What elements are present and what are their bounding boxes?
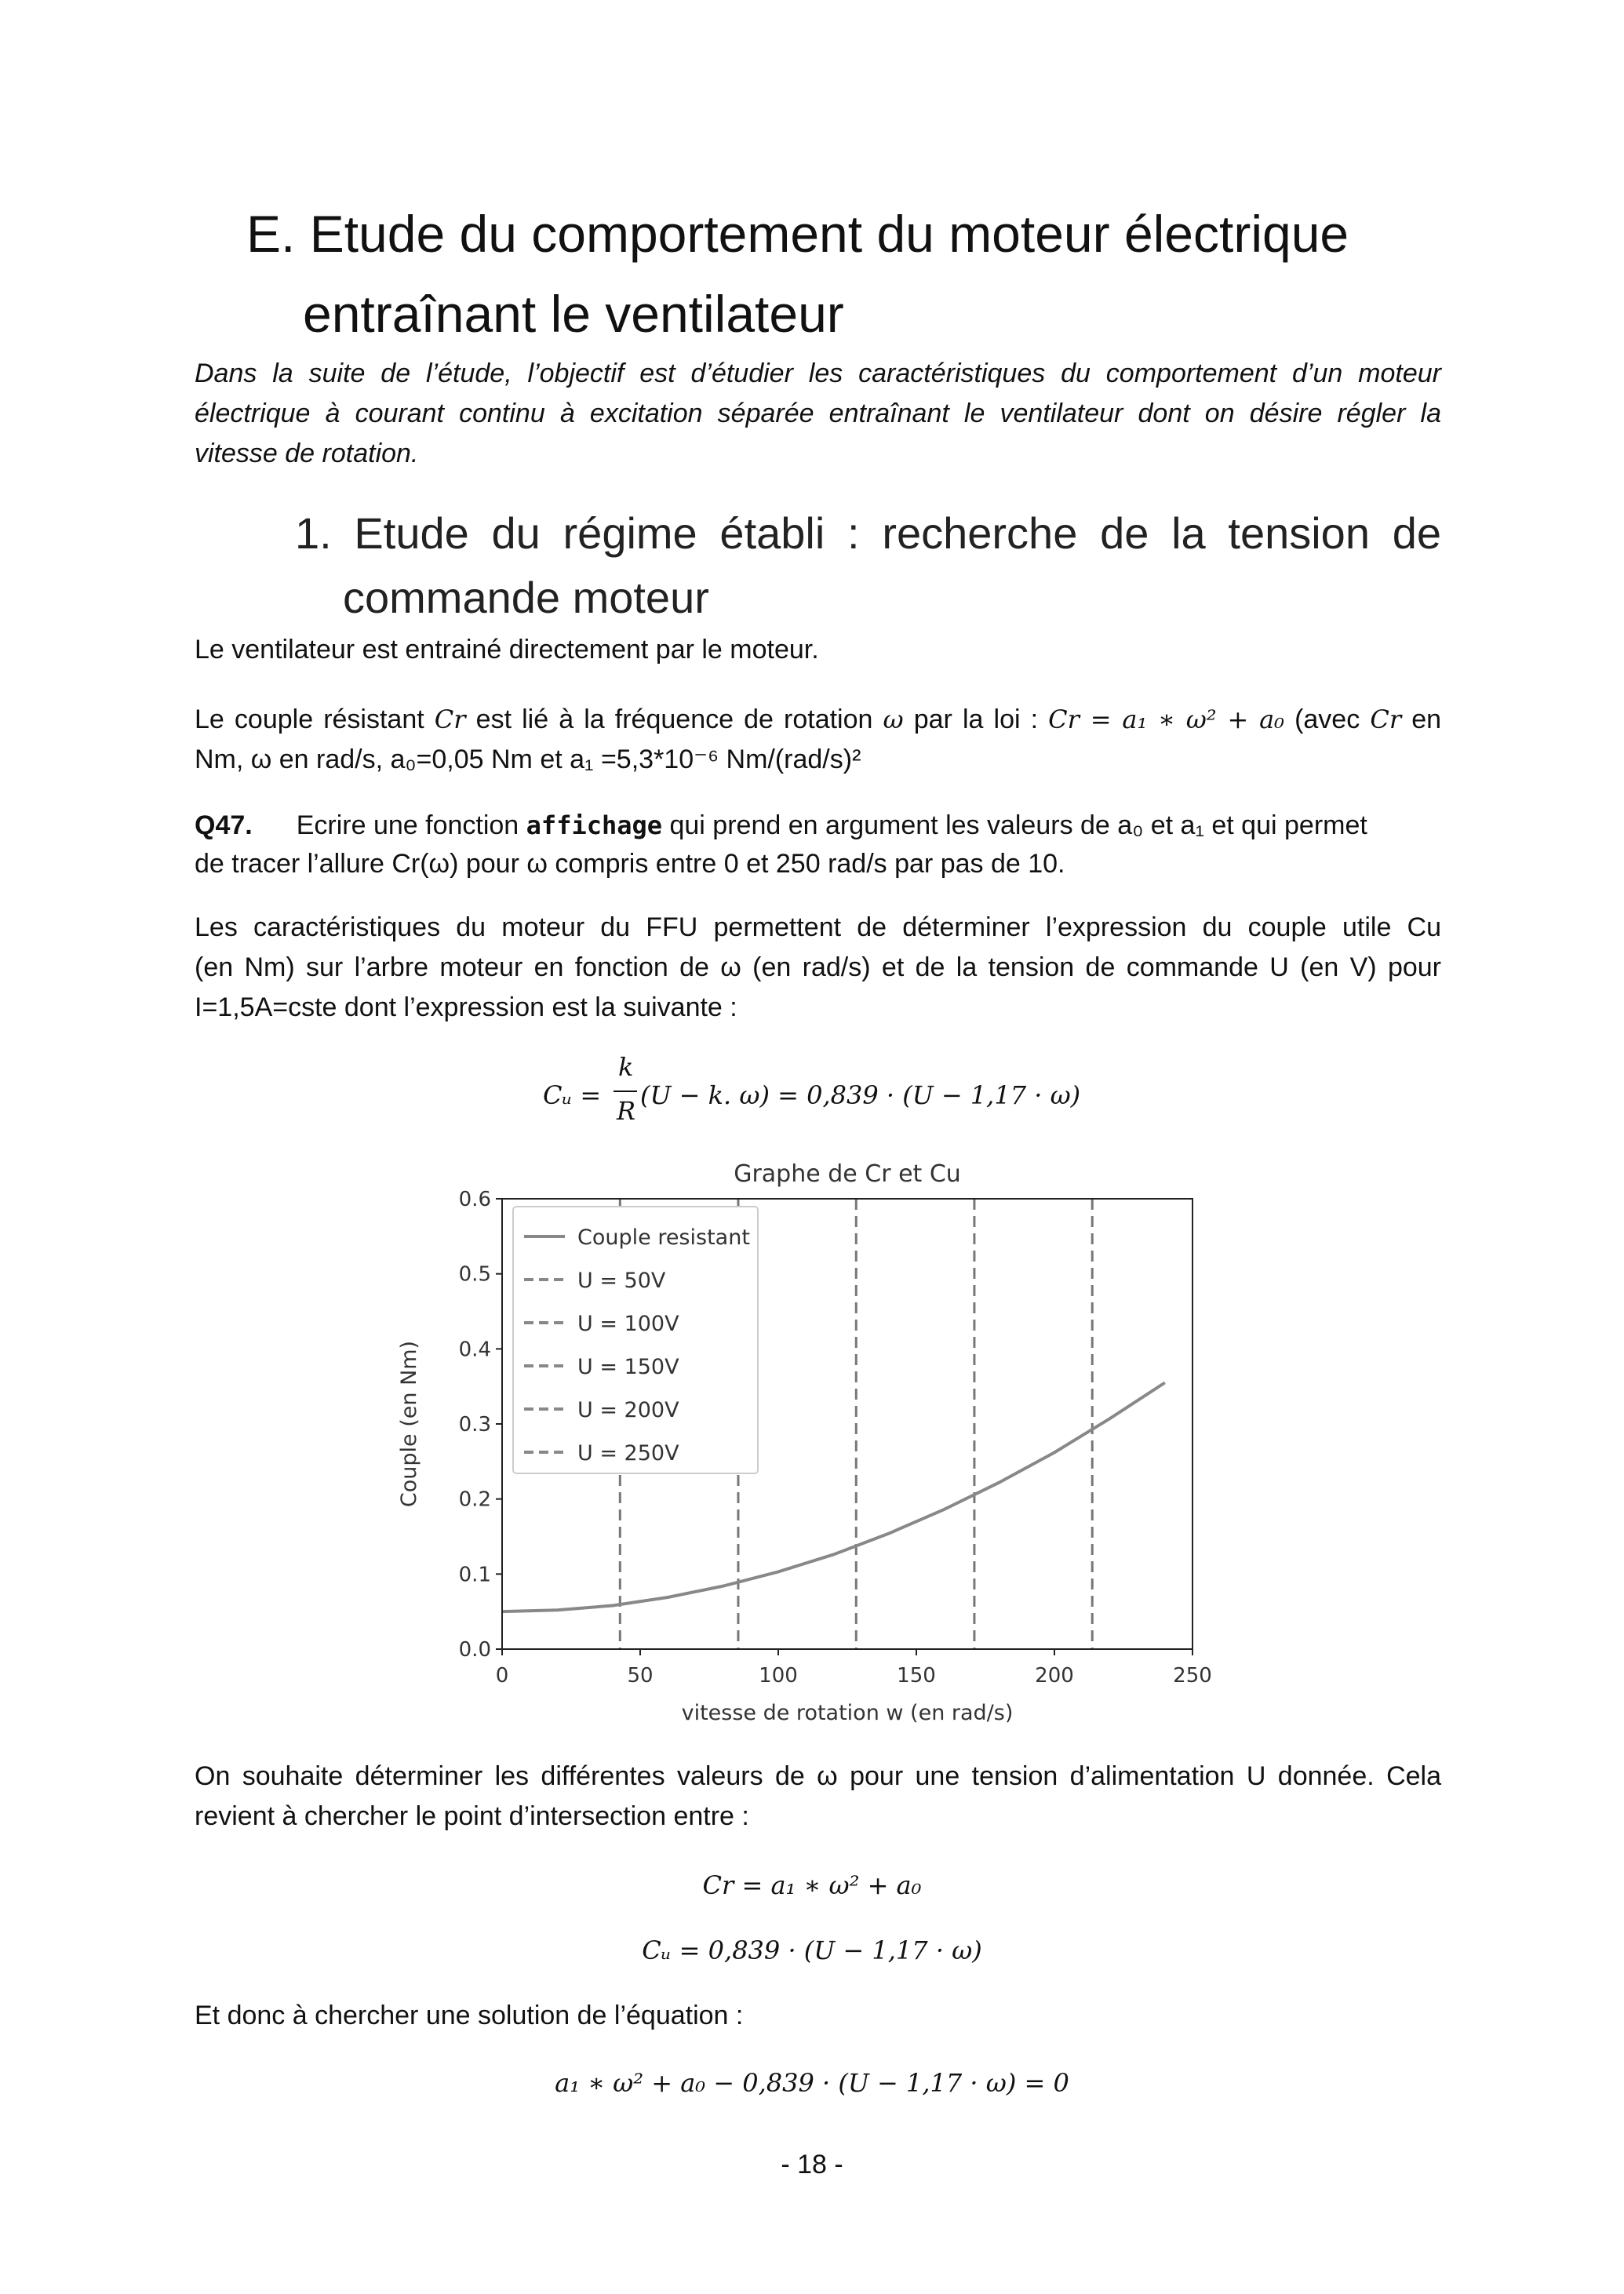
math: Cr bbox=[1370, 705, 1402, 734]
x-tick-label: 150 bbox=[897, 1664, 936, 1688]
legend-label: Couple resistant bbox=[577, 1225, 750, 1250]
x-axis-label: vitesse de rotation w (en rad/s) bbox=[681, 1701, 1014, 1725]
equation-cr: Cr = a₁ ∗ ω² + a₀ bbox=[702, 1870, 922, 1900]
equation-final: a₁ ∗ ω² + a₀ − 0,839 · (U − 1,17 · ω) = 0 bbox=[555, 2068, 1069, 2098]
chart bbox=[392, 1145, 1255, 1726]
y-tick-label: 0.0 bbox=[458, 1638, 491, 1662]
question-q47-line2: de tracer l’allure Cr(ω) pour ω compris entre 0 et 250 rad/s par pas de 10. bbox=[195, 849, 1065, 879]
y-axis-label: Couple (en Nm) bbox=[397, 1340, 421, 1508]
question-label: Q47. bbox=[195, 810, 253, 840]
paragraph-line: I=1,5A=cste dont l’expression est la suivante : bbox=[195, 992, 737, 1022]
math: (U − k. ω) = 0,839 · (U − 1,17 · ω) bbox=[640, 1080, 1081, 1110]
text: qui prend en argument les valeurs de a₀ et a₁ et qui permet bbox=[662, 810, 1367, 840]
y-tick-label: 0.1 bbox=[458, 1563, 491, 1587]
paragraph-line: On souhaite déterminer les différentes valeurs de ω pour une tension d’alimentation U donnée. Cela bbox=[195, 1761, 1441, 1791]
section-heading-line2: entraînant le ventilateur bbox=[303, 285, 844, 343]
text: par la loi : bbox=[903, 705, 1049, 734]
paragraph: Le ventilateur est entrainé directement par le moteur. bbox=[195, 635, 819, 665]
text: Le couple résistant bbox=[195, 705, 435, 734]
paragraph-line: (en Nm) sur l’arbre moteur en fonction de ω (en rad/s) et de la tension de commande U (en V) pour bbox=[195, 952, 1441, 982]
math: ω bbox=[883, 705, 904, 734]
x-tick-label: 50 bbox=[627, 1664, 654, 1688]
y-tick-label: 0.5 bbox=[458, 1262, 491, 1287]
x-tick-label: 100 bbox=[759, 1664, 798, 1688]
text: en bbox=[1401, 705, 1442, 734]
x-tick-label: 250 bbox=[1173, 1664, 1212, 1688]
intro-line: vitesse de rotation. bbox=[195, 439, 419, 468]
function-name: affichage bbox=[526, 810, 663, 840]
y-tick-label: 0.3 bbox=[458, 1413, 491, 1436]
legend-label: U = 250V bbox=[577, 1441, 679, 1466]
chart-title: Graphe de Cr et Cu bbox=[734, 1160, 961, 1188]
paragraph: Et donc à chercher une solution de l’équation : bbox=[195, 2001, 744, 2030]
y-tick-label: 0.4 bbox=[458, 1338, 491, 1362]
legend-label: U = 100V bbox=[577, 1312, 679, 1336]
law-paragraph-line1 bbox=[195, 704, 1441, 735]
legend-label: U = 50V bbox=[577, 1269, 666, 1293]
y-tick-label: 0.6 bbox=[458, 1188, 491, 1211]
intro-line: électrique à courant continu à excitation séparée entraînant le ventilateur dont on désire régler la bbox=[195, 399, 1441, 428]
paragraph-line: Les caractéristiques du moteur du FFU permettent de déterminer l’expression du couple utile Cu bbox=[195, 912, 1441, 942]
fraction-denominator: R bbox=[617, 1096, 636, 1126]
paragraph-line: revient à chercher le point d’intersection entre : bbox=[195, 1801, 749, 1831]
text: est lié à la fréquence de rotation bbox=[465, 705, 883, 734]
subheading-line2: commande moteur bbox=[343, 573, 709, 622]
text: Ecrire une fonction bbox=[296, 810, 526, 840]
law-paragraph-line2: Nm, ω en rad/s, a₀=0,05 Nm et a₁ =5,3*10⁻⁶ Nm/(rad/s)² bbox=[195, 745, 861, 774]
intro-line: Dans la suite de l’étude, l’objectif est d’étudier les caractéristiques du comportement d’un moteur bbox=[195, 359, 1441, 388]
equation-cu2: Cᵤ = 0,839 · (U − 1,17 · ω) bbox=[642, 1935, 982, 1965]
subheading-line1: 1. Etude du régime établi : recherche de la tension de bbox=[295, 508, 1441, 558]
fraction-numerator: k bbox=[618, 1052, 634, 1082]
legend-label: U = 150V bbox=[577, 1355, 679, 1379]
math-law: Cr = a₁ ∗ ω² + a₀ bbox=[1048, 705, 1284, 734]
y-tick-label: 0.2 bbox=[458, 1487, 491, 1512]
x-tick-label: 0 bbox=[495, 1664, 509, 1688]
section-heading-line1: E. Etude du comportement du moteur électrique bbox=[246, 205, 1349, 263]
legend-label: U = 200V bbox=[577, 1398, 679, 1422]
math: Cr bbox=[434, 705, 466, 734]
question-q47-line1 bbox=[195, 810, 1441, 841]
math: Cᵤ = bbox=[543, 1080, 602, 1110]
x-tick-label: 200 bbox=[1035, 1664, 1074, 1688]
fraction-bar bbox=[614, 1091, 637, 1092]
text: (avec bbox=[1284, 705, 1371, 734]
page-number: - 18 - bbox=[781, 2150, 843, 2179]
